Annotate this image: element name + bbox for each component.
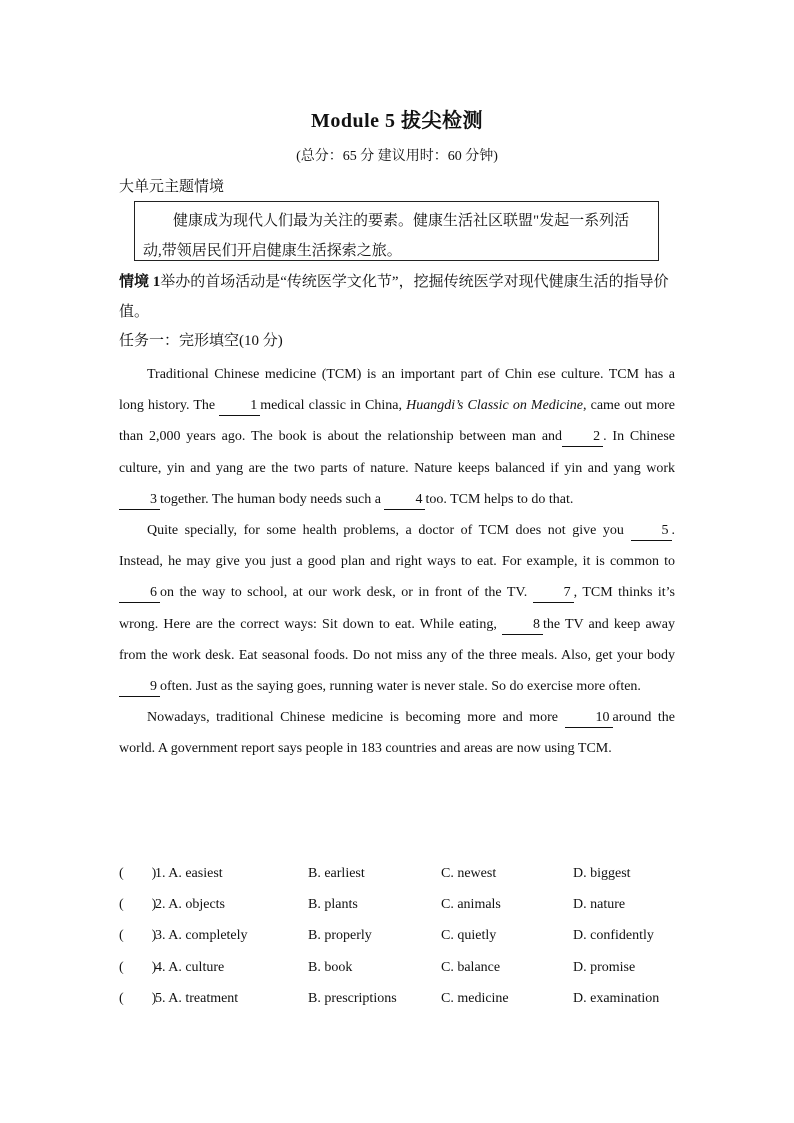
passage-text: Nowadays, traditional Chinese medicine is becoming more and more <box>147 710 558 726</box>
option-b[interactable]: B. book <box>308 959 353 975</box>
option-c[interactable]: C. quietly <box>441 928 497 944</box>
option-d[interactable]: D. nature <box>573 897 626 913</box>
passage-text: , came out more than 2,000 years ago. The book is about the relationship between man and <box>119 398 676 445</box>
option-c[interactable]: C. balance <box>441 959 501 975</box>
theme-line-2: 动,带领居民们开启健康生活探索之旅。 <box>143 243 402 259</box>
blank-2[interactable]: 2 <box>562 428 603 447</box>
option-b[interactable]: B. properly <box>308 928 372 944</box>
option-a[interactable]: 5. A. treatment <box>155 990 239 1006</box>
passage-text: often. Just as the saying goes, running water is never stale. So do exercise more often. <box>160 679 641 695</box>
passage-text: . In Chinese culture, yin and yang are the two parts of nature. Nature keeps balanced if yin and yang work <box>119 429 676 476</box>
blank-1[interactable]: 1 <box>219 397 260 416</box>
question-row <box>119 952 679 983</box>
passage-text: medical classic in China, <box>260 398 402 414</box>
passage-text: around the world. A government report says people in 183 countries and areas are now using TCM. <box>119 710 676 757</box>
passage-text: together. The human body needs such a <box>160 491 381 507</box>
page-title: Module 5 拔尖检测 <box>310 110 484 132</box>
blank-5[interactable]: 5 <box>631 522 672 541</box>
option-b[interactable]: B. earliest <box>308 866 365 881</box>
option-c[interactable]: C. animals <box>441 897 501 913</box>
blank-9[interactable]: 9 <box>119 678 160 697</box>
option-d[interactable]: D. biggest <box>573 866 631 881</box>
option-c[interactable]: C. medicine <box>441 990 509 1006</box>
option-b[interactable]: B. prescriptions <box>308 990 397 1006</box>
answer-paren[interactable]: ( ) <box>119 928 157 944</box>
option-c[interactable]: C. newest <box>441 866 497 881</box>
question-row <box>119 983 679 1014</box>
unit-theme-label: 大单元主题情境 <box>119 179 225 195</box>
score-time-info: (总分：65 分 建议用时：60 分钟) <box>296 149 498 164</box>
answer-paren[interactable]: ( ) <box>119 897 157 913</box>
question-options <box>119 858 679 1014</box>
blank-10[interactable]: 10 <box>565 709 613 728</box>
option-a[interactable]: 3. A. completely <box>155 928 248 944</box>
option-a[interactable]: 2. A. objects <box>155 897 225 913</box>
passage-text: the TV and keep away from the work desk. Eat seasonal foods. Do not miss any of the three meals. Also, get your body <box>119 616 676 663</box>
scenario-body: 举办的首场活动是“传统医学文化节”，挖掘传统医学对现代健康生活的指导价值。 <box>119 274 669 320</box>
question-row <box>119 858 679 889</box>
task-label: 任务一：完形填空(10 分) <box>119 333 283 349</box>
passage-text: Traditional Chinese medicine (TCM) is an important part of Chin ese culture. TCM has a long history. The <box>119 367 675 414</box>
blank-3[interactable]: 3 <box>119 491 160 510</box>
blank-6[interactable]: 6 <box>119 584 160 603</box>
theme-line-1: 健康成为现代人们最为关注的要素。健康生活社区联盟"发起一系列活 <box>173 213 630 229</box>
theme-context-box <box>134 201 659 261</box>
option-b[interactable]: B. plants <box>308 897 358 913</box>
option-a[interactable]: 1. A. easiest <box>155 866 223 881</box>
answer-paren[interactable]: ( ) <box>119 959 157 975</box>
blank-7[interactable]: 7 <box>533 584 574 603</box>
blank-4[interactable]: 4 <box>384 491 425 510</box>
passage-paragraph-1 <box>119 359 675 515</box>
answer-paren[interactable]: ( ) <box>119 990 157 1006</box>
passage-text: , TCM thinks it’s wrong. Here are the correct ways: Sit down to eat. While eating, <box>119 585 675 632</box>
passage-paragraph-3 <box>119 702 675 764</box>
passage-text: . Instead, he may give you just a good plan and right ways to eat. For example, it is common to <box>119 523 675 570</box>
passage-text: too. TCM helps to do that. <box>425 491 574 507</box>
scenario-prefix: 情境 1 <box>119 274 161 290</box>
question-row <box>119 920 679 951</box>
question-row <box>119 889 679 920</box>
blank-8[interactable]: 8 <box>502 616 543 635</box>
book-title: Huangdi’s Classic on Medicine <box>406 398 584 414</box>
passage-text: Quite specially, for some health problems, a doctor of TCM does not give you <box>147 523 624 539</box>
scenario-text <box>119 267 675 327</box>
cloze-passage <box>119 359 675 765</box>
passage-text: on the way to school, at our work desk, or in front of the TV. <box>160 585 528 601</box>
option-d[interactable]: D. promise <box>573 959 636 975</box>
option-d[interactable]: D. confidently <box>573 928 654 944</box>
answer-paren[interactable]: ( ) <box>119 866 157 881</box>
option-d[interactable]: D. examination <box>573 990 660 1006</box>
option-a[interactable]: 4. A. culture <box>155 959 225 975</box>
passage-paragraph-2 <box>119 515 675 702</box>
